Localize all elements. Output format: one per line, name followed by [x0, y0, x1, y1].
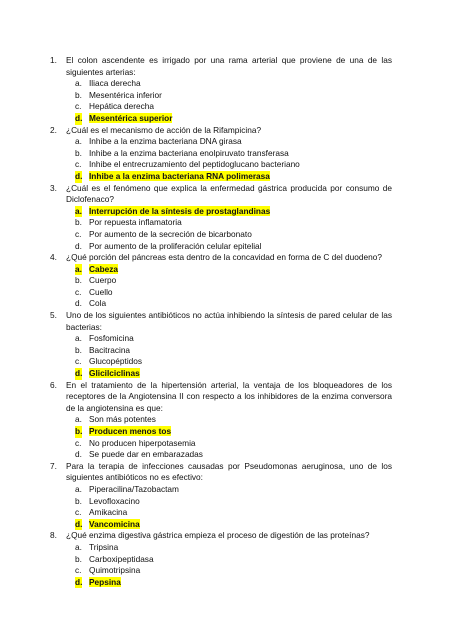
question-item [50, 124, 392, 183]
answer-option [66, 78, 392, 90]
question-stem: ¿Cuál es el mecanismo de acción de la Rifampicina? [66, 124, 262, 135]
answer-option [66, 414, 392, 426]
highlighted-answer-text: Cabeza [89, 263, 119, 274]
option-text: No producen hiperpotasemia [89, 437, 196, 448]
question-stem: Para la terapia de infecciones causadas por Pseudomonas aeruginosa, uno de los siguientes antibióticos no es efectivo: [66, 460, 392, 483]
option-letter: a. [75, 263, 82, 274]
answer-option [66, 90, 392, 102]
option-text: Por aumento de la secreción de bicarbonato [89, 228, 252, 239]
answer-option [66, 449, 392, 461]
option-letter: a. [75, 333, 82, 344]
option-letter: b. [75, 217, 82, 228]
answer-option [66, 345, 392, 357]
option-letter: c. [75, 507, 82, 518]
answer-options [66, 206, 392, 252]
option-letter: d. [75, 298, 82, 309]
answer-option [66, 542, 392, 554]
option-text: Levofloxacino [89, 495, 140, 506]
option-text: Se puede dar en embarazadas [89, 449, 203, 460]
option-letter: b. [75, 495, 82, 506]
highlighted-answer-text: Interrupción de la síntesis de prostaglandinas [89, 205, 271, 216]
highlighted-answer-text: Vancomicina [89, 518, 140, 529]
answer-option [66, 101, 392, 113]
answer-option [66, 287, 392, 299]
answer-option [66, 298, 392, 310]
option-letter: c. [75, 159, 82, 170]
question-item [50, 182, 392, 253]
option-text: Tripsina [89, 541, 119, 552]
answer-option [66, 507, 392, 519]
option-letter: b. [75, 344, 82, 355]
question-number: 5. [50, 310, 57, 321]
question-number: 3. [50, 182, 57, 193]
question-item [50, 310, 392, 380]
correct-answer-option [66, 264, 392, 276]
option-letter: b. [75, 89, 82, 100]
option-letter: b. [75, 553, 82, 564]
question-item [50, 379, 392, 461]
option-letter: c. [75, 101, 82, 112]
option-letter: c. [75, 286, 82, 297]
answer-option [66, 356, 392, 368]
option-letter: c. [75, 437, 82, 448]
answer-options [66, 264, 392, 310]
option-letter: d. [75, 112, 83, 123]
option-letter: d. [75, 170, 83, 181]
option-text: Glucopéptidos [89, 356, 143, 367]
answer-option [66, 159, 392, 171]
option-text: Mesentérica inferior [89, 89, 162, 100]
option-letter: a. [75, 78, 82, 89]
option-letter: c. [75, 356, 82, 367]
correct-answer-option [66, 206, 392, 218]
option-text: Hepática derecha [89, 101, 155, 112]
correct-answer-option [66, 368, 392, 380]
option-letter: d. [75, 449, 82, 460]
option-text: Por aumento de la proliferación celular epitelial [89, 240, 262, 251]
answer-option [66, 438, 392, 450]
correct-answer-option [66, 113, 392, 125]
option-text: Fosfomicina [89, 333, 134, 344]
option-letter: d. [75, 518, 83, 529]
option-letter: d. [75, 576, 83, 587]
option-text: Bacitracina [89, 344, 131, 355]
question-item [50, 55, 392, 125]
question-number: 6. [50, 379, 57, 390]
answer-options [66, 78, 392, 124]
option-text: Piperacilina/Tazobactam [89, 483, 179, 494]
question-number: 2. [50, 124, 57, 135]
option-text: Cola [89, 298, 107, 309]
question-number: 4. [50, 252, 57, 263]
correct-answer-option [66, 171, 392, 183]
option-letter: d. [75, 368, 83, 379]
question-item [50, 460, 392, 531]
answer-options [66, 484, 392, 530]
question-stem: ¿Qué porción del páncreas esta dentro de la concavidad en forma de C del duodeno? [66, 252, 382, 263]
answer-option [66, 484, 392, 496]
highlighted-answer-text: Inhibe a la enzima bacteriana RNA polimerasa [89, 170, 270, 181]
question-list [50, 55, 392, 588]
option-letter: c. [75, 565, 82, 576]
answer-option [66, 554, 392, 566]
question-stem: ¿Qué enzima digestiva gástrica empieza el proceso de digestión de las proteínas? [66, 530, 370, 541]
option-letter: a. [75, 136, 82, 147]
option-letter: a. [75, 541, 82, 552]
option-text: Carboxipeptidasa [89, 553, 154, 564]
question-stem: En el tratamiento de la hipertensión arterial, la ventaja de los bloqueadores de los receptores de la Angiotensina II con respecto a los inhibidores de la enzima conversora de la angiotensina es que: [66, 379, 392, 413]
correct-answer-option [66, 519, 392, 531]
option-text: Inhibe el entrecruzamiento del peptidoglucano bacteriano [89, 159, 300, 170]
answer-option [66, 148, 392, 160]
option-text: Cuello [89, 286, 113, 297]
question-stem: Uno de los siguientes antibióticos no actúa inhibiendo la síntesis de pared celular de las bacterias: [66, 310, 392, 332]
question-item [50, 252, 392, 310]
option-letter: a. [75, 483, 82, 494]
answer-options [66, 333, 392, 379]
highlighted-answer-text: Mesentérica superior [89, 112, 173, 123]
answer-options [66, 542, 392, 588]
option-letter: b. [75, 147, 82, 158]
option-letter: b. [75, 275, 82, 286]
option-letter: a. [75, 205, 82, 216]
answer-options [66, 136, 392, 182]
answer-option [66, 496, 392, 508]
option-text: Son más potentes [89, 414, 156, 425]
option-letter: c. [75, 228, 82, 239]
correct-answer-option [66, 577, 392, 589]
option-text: Cuerpo [89, 275, 117, 286]
answer-option [66, 241, 392, 253]
option-text: Inhibe a la enzima bacteriana enolpiruvato transferasa [89, 147, 289, 158]
question-number: 1. [50, 55, 57, 65]
option-letter: b. [75, 426, 83, 436]
answer-options [66, 414, 392, 460]
option-text: Quimotripsina [89, 565, 141, 576]
question-number: 8. [50, 530, 57, 541]
highlighted-answer-text: Pepsina [89, 576, 121, 587]
question-item [50, 530, 392, 588]
option-text: Por repuesta inflamatoria [89, 217, 182, 228]
option-text: Amikacina [89, 507, 128, 518]
highlighted-answer-text: Glicilciclinas [89, 368, 140, 379]
option-letter: d. [75, 240, 82, 251]
answer-option [66, 333, 392, 345]
question-number: 7. [50, 460, 57, 471]
answer-option [66, 565, 392, 577]
question-stem: El colon ascendente es irrigado por una rama arterial que proviene de una de las siguientes arterias: [66, 55, 392, 77]
answer-option [66, 229, 392, 241]
highlighted-answer-text: Producen menos tos [89, 426, 172, 436]
answer-option [66, 275, 392, 287]
correct-answer-option [66, 426, 392, 438]
question-stem: ¿Cuál es el fenómeno que explica la enfermedad gástrica producida por consumo de Diclofenaco? [66, 182, 392, 205]
answer-option [66, 217, 392, 229]
option-text: Iliaca derecha [89, 78, 141, 89]
option-letter: a. [75, 414, 82, 425]
answer-option [66, 136, 392, 148]
option-text: Inhibe a la enzima bacteriana DNA girasa [89, 136, 242, 147]
